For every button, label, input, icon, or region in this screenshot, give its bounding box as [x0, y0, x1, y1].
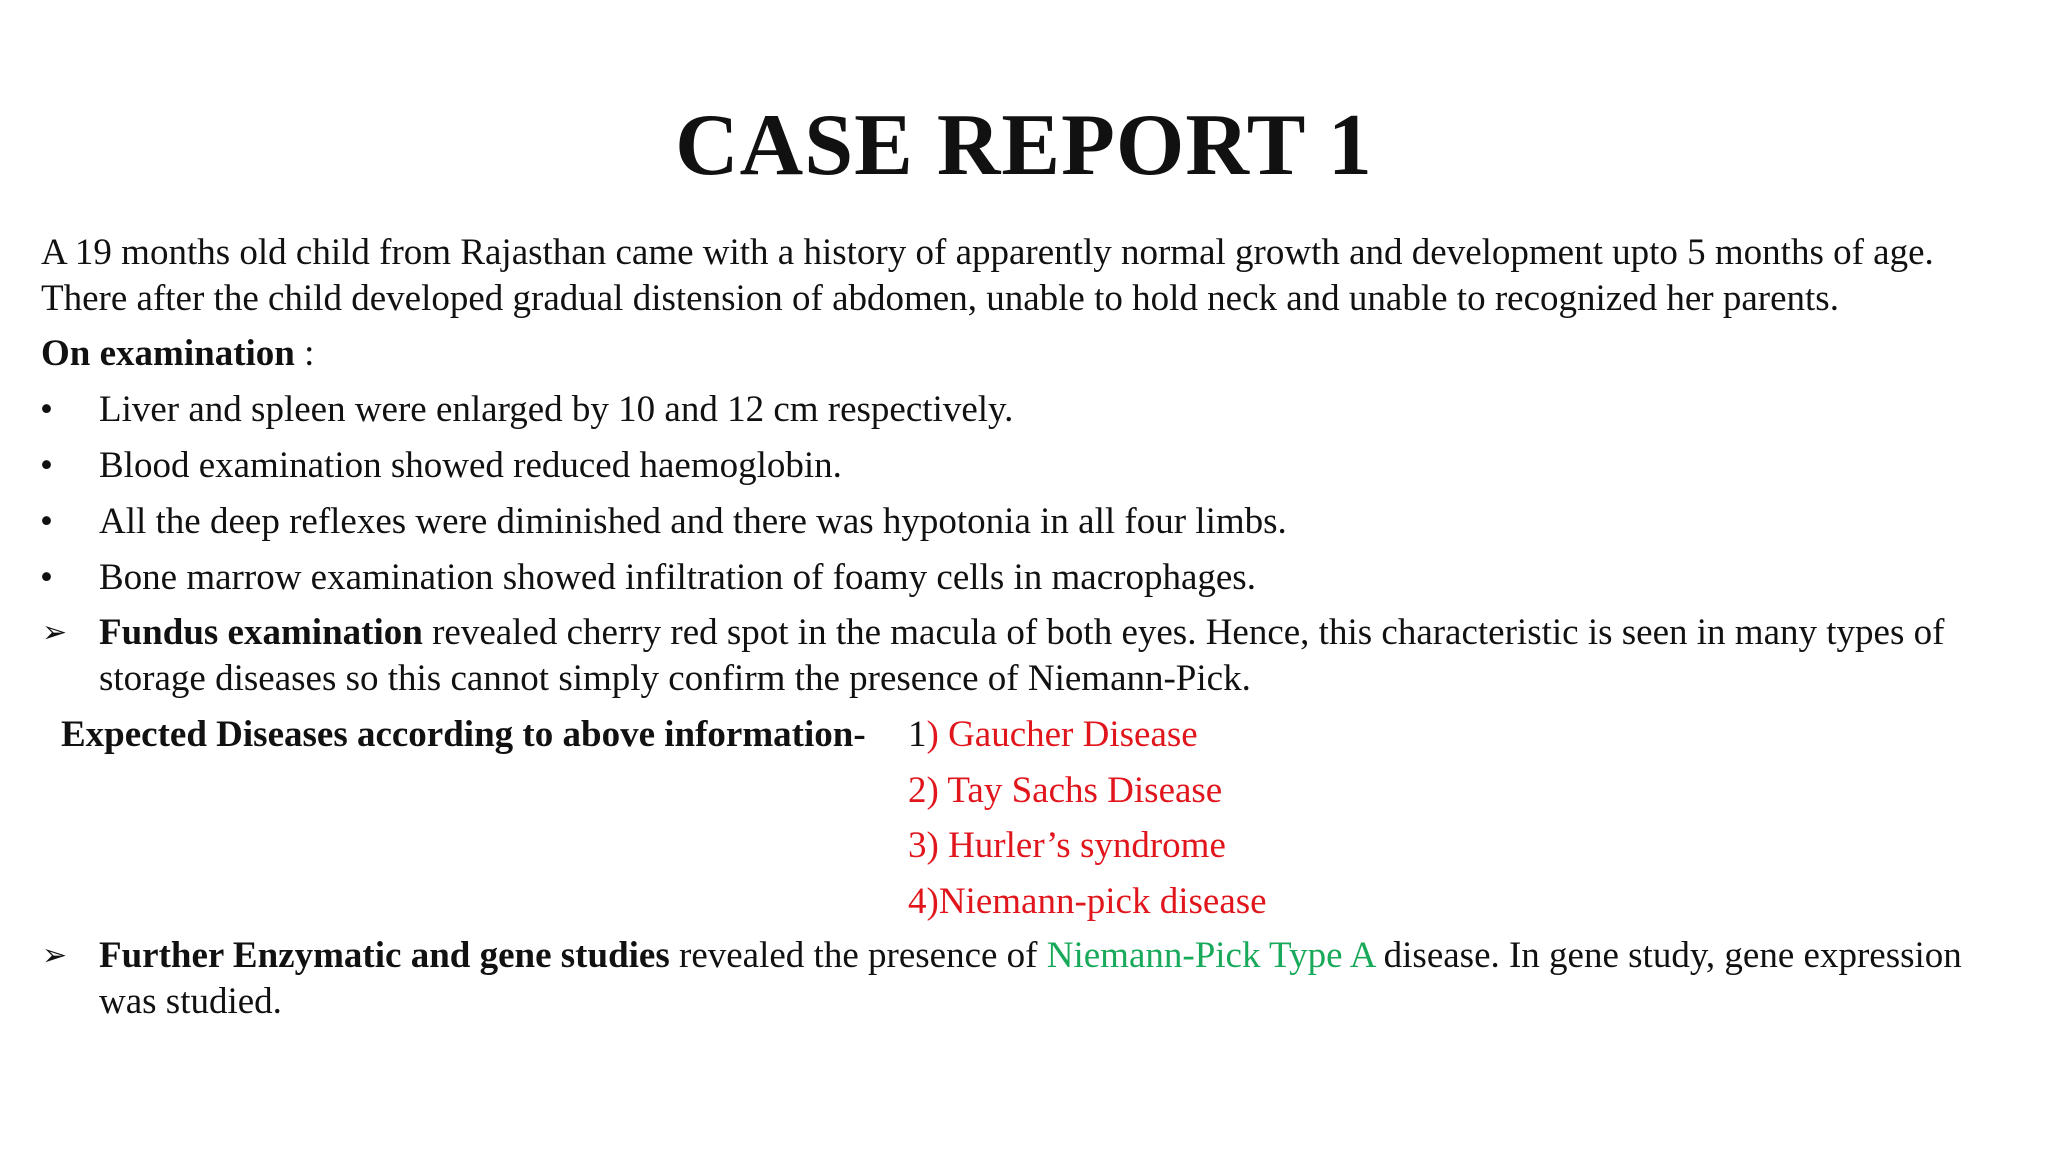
- finding-item: [0, 387, 1287, 443]
- expected-diseases-list: [908, 712, 1267, 935]
- finding-text: Bone marrow examination showed infiltration of foamy cells in macrophages.: [99, 557, 1256, 598]
- disease-name: ) Gaucher Disease: [926, 714, 1198, 755]
- finding-text: All the deep reflexes were diminished and there was hypotonia in all four limbs.: [99, 501, 1287, 542]
- further-studies-body-start: revealed the presence of: [669, 935, 1047, 976]
- disease-item: 4)Niemann-pick disease: [908, 881, 1267, 923]
- arrow-bullet-icon: ➢: [42, 615, 68, 650]
- expected-diseases-label: Expected Diseases according to above information-: [61, 714, 866, 755]
- fundus-examination-label: Fundus examination: [99, 612, 423, 653]
- disease-number: 1: [908, 714, 927, 755]
- fundus-examination-text: [99, 610, 1999, 702]
- further-studies-text: [99, 933, 1999, 1025]
- examination-heading-label: On examination: [41, 333, 295, 374]
- further-studies-label: Further Enzymatic and gene studies: [99, 935, 670, 976]
- fundus-examination-item: [0, 610, 2000, 702]
- finding-text: Liver and spleen were enlarged by 10 and 12 cm respectively.: [99, 389, 1014, 430]
- case-intro-paragraph: A 19 months old child from Rajasthan came with a history of apparently normal growth and development upto 5 months of age. There after the child developed gradual distension of abdomen, unable to hold neck and unable to recognized her parents.: [41, 232, 1934, 319]
- disease-item: [908, 712, 1267, 768]
- finding-text: Blood examination showed reduced haemoglobin.: [99, 445, 842, 486]
- bullet-icon: •: [40, 557, 53, 598]
- bullet-icon: •: [40, 389, 53, 430]
- further-studies-body-end: disease. In gene study, gene expression was studied.: [99, 935, 1962, 1022]
- examination-findings-list: [0, 387, 1287, 611]
- examination-heading: [41, 331, 314, 377]
- slide-title: CASE REPORT 1: [675, 97, 1373, 194]
- finding-item: [0, 443, 1287, 499]
- finding-item: [0, 499, 1287, 555]
- disease-item: 3) Hurler’s syndrome: [908, 825, 1226, 867]
- bullet-icon: •: [40, 501, 53, 542]
- arrow-bullet-icon: ➢: [42, 938, 68, 973]
- further-studies-item: [0, 933, 2000, 1025]
- diagnosis-highlight: Niemann-Pick Type A: [1046, 935, 1375, 976]
- finding-item: [0, 555, 1287, 611]
- bullet-icon: •: [40, 445, 53, 486]
- disease-item: 2) Tay Sachs Disease: [908, 769, 1223, 811]
- examination-heading-colon: :: [294, 333, 315, 374]
- fundus-examination-body: revealed cherry red spot in the macula of both eyes. Hence, this characteristic is seen in many types of storage diseases so this cannot simply confirm the presence of Niemann-Pick.: [99, 612, 1945, 699]
